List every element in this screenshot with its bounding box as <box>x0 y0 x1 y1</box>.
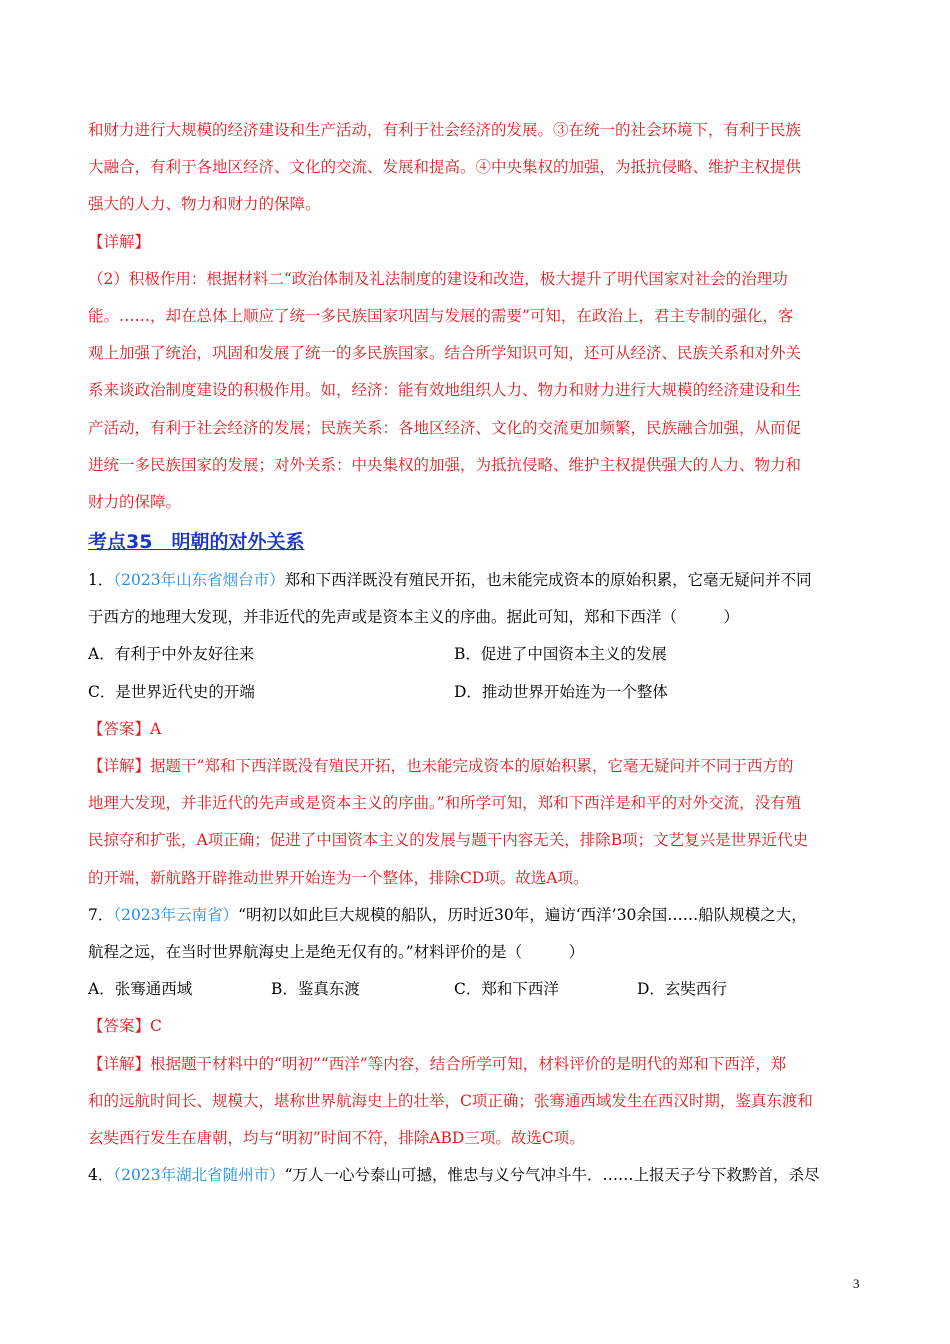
detail-text: 根据题干材料中的“明初”“西洋”等内容，结合所学可知，材料评价的是明代的郑和下西洋，郑 <box>150 1054 787 1073</box>
text-line: （2）积极作用：根据材料二“政治体制及礼法制度的建设和改造，极大提升了明代国家对社会的治理功 <box>88 269 788 288</box>
question-text: 于西方的地理大发现，并非近代的先声或是资本主义的序曲。据此可知，郑和下西洋（ ） <box>88 608 740 627</box>
detail-text: 的开端，新航路开辟推动世界开始连为一个整体，排除CD项。故选A项。 <box>88 868 589 887</box>
answer-line <box>88 711 866 748</box>
question-text: “明初以如此巨大规模的船队，历时近30年，遍访‘西洋’30余国……船队规模之大， <box>238 905 807 924</box>
options-row <box>88 636 866 673</box>
page-number: 3 <box>853 1276 860 1291</box>
question-stem <box>88 1157 866 1194</box>
question-text: “万人一心兮泰山可撼，惟忠与义兮气冲斗牛．……上报天子兮下救黔首，杀尽 <box>284 1166 820 1185</box>
detail-line <box>88 748 866 785</box>
text-line: 产活动，有利于社会经济的发展；民族关系：各地区经济、文化的交流更加频繁，民族融合加强，从而促 <box>88 418 802 437</box>
question-source: （2023年山东省烟台市） <box>113 571 285 590</box>
text-line: 强大的人力、物力和财力的保障。 <box>88 195 321 214</box>
option-a: A．有利于中外友好往来 <box>88 645 255 664</box>
answer-value: C <box>150 1017 162 1036</box>
question-source: （2023年湖北省随州市） <box>113 1166 285 1185</box>
text-line: 和财力进行大规模的经济建设和生产活动，有利于社会经济的发展。③在统一的社会环境下，有利于民族 <box>88 121 802 139</box>
detail-label: 【详解】 <box>88 757 151 775</box>
text-line: 能。……，却在总体上顺应了统一多民族国家巩固与发展的需要”可知，在政治上，君主专制的强化，客 <box>88 306 794 325</box>
section-heading: 考点35 明朝的对外关系 <box>88 531 305 554</box>
question-text: 郑和下西洋既没有殖民开拓，也未能完成资本的原始积累，它毫无疑问并不同 <box>284 571 812 590</box>
question-source: （2023年云南省） <box>113 905 239 924</box>
option-d: D．玄奘西行 <box>637 980 727 999</box>
answer-label: 【答案】 <box>88 1017 151 1036</box>
text-line: 大融合，有利于各地区经济、文化的交流、发展和提高。④中央集权的加强，为抵抗侵略、维护主权提供 <box>88 158 802 177</box>
detail-line <box>88 1046 866 1083</box>
option-b: B．鉴真东渡 <box>271 980 360 999</box>
answer-line <box>88 1008 866 1045</box>
question-text: 航程之远，在当时世界航海史上是绝无仅有的。”材料评价的是（ ） <box>88 942 585 961</box>
question-stem <box>88 897 866 934</box>
text-line: 观上加强了统治，巩固和发展了统一的多民族国家。结合所学知识可知，还可从经济、民族关系和对外关 <box>88 344 802 363</box>
option-a: A．张骞通西域 <box>88 980 193 999</box>
text-line: 财力的保障。 <box>88 492 182 511</box>
page-body <box>88 112 866 1194</box>
options-row <box>88 971 866 1008</box>
options-row <box>88 674 866 711</box>
option-c: C．是世界近代史的开端 <box>88 682 255 701</box>
answer-value: A <box>150 719 162 738</box>
detail-text: 地理大发现，并非近代的先声或是资本主义的序曲。”和所学可知，郑和下西洋是和平的对外交流，没有殖 <box>88 794 802 813</box>
question-number: 7． <box>88 905 114 924</box>
detail-text: 和的远航时间长、规模大，堪称世界航海史上的壮举，C项正确；张骞通西域发生在西汉时期，鉴真东渡和 <box>88 1091 813 1110</box>
detail-label: 【详解】 <box>88 1054 151 1073</box>
text-line: 进统一多民族国家的发展；对外关系：中央集权的加强，为抵抗侵略、维护主权提供强大的人力、物力和 <box>88 455 802 474</box>
detail-label: 【详解】 <box>88 232 151 251</box>
question-number: 4． <box>88 1166 114 1185</box>
detail-text: 民掠夺和扩张，A项正确；促进了中国资本主义的发展与题干内容无关，排除B项；文艺复兴是世界近代史 <box>88 831 809 850</box>
option-b: B．促进了中国资本主义的发展 <box>454 645 667 664</box>
question-stem <box>88 562 866 599</box>
option-c: C．郑和下西洋 <box>454 980 559 999</box>
text-line: 系来谈政治制度建设的积极作用。如，经济：能有效地组织人力、物力和财力进行大规模的经济建设和生 <box>88 381 802 400</box>
detail-text: 据题干“郑和下西洋既没有殖民开拓，也未能完成资本的原始积累，它毫无疑问并不同于西方的 <box>150 757 794 775</box>
option-d: D．推动世界开始连为一个整体 <box>454 682 668 701</box>
detail-text: 玄奘西行发生在唐朝，均与“明初”时间不符，排除ABD三项。故选C项。 <box>88 1128 585 1147</box>
question-number: 1． <box>88 571 114 590</box>
answer-label: 【答案】 <box>88 719 151 738</box>
